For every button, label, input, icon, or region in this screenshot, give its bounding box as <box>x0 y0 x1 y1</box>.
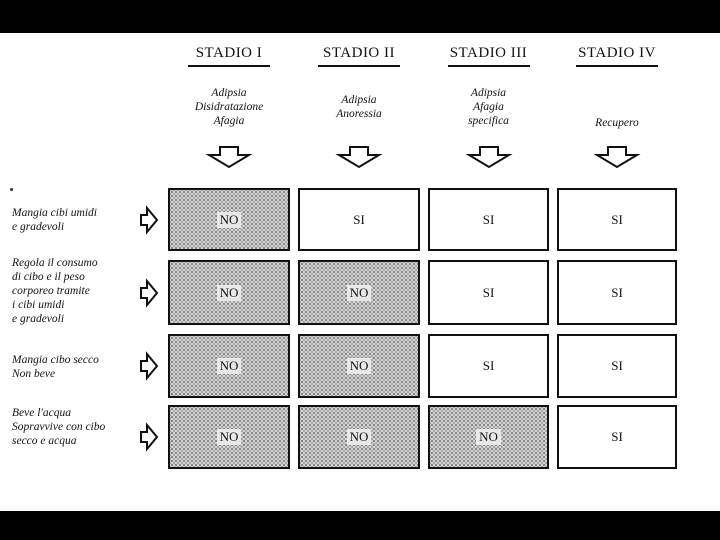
stage-cell <box>298 260 420 325</box>
cell-value: SI <box>608 212 626 228</box>
stage-description-line: Recupero <box>595 117 639 129</box>
row-label-line: Sopravvive con cibo <box>12 421 106 433</box>
cell-value: NO <box>217 285 242 301</box>
stage-title: STADIO I <box>195 45 263 61</box>
stage-cell <box>168 405 290 469</box>
stage-cell <box>428 405 549 469</box>
stage-cell <box>428 188 549 251</box>
stage-cell <box>298 405 420 469</box>
stage-description-line: Adipsia <box>211 87 247 99</box>
stage-description-2 <box>298 93 420 121</box>
stage-header-3 <box>428 45 549 67</box>
stage-description-line: Adipsia <box>341 94 377 106</box>
cell-value: SI <box>480 285 498 301</box>
stage-title-underline <box>576 65 658 67</box>
right-arrow-icon <box>139 206 159 234</box>
stage-title: STADIO II <box>322 45 396 61</box>
stage-header-4 <box>557 45 677 67</box>
row-label-2 <box>12 256 140 326</box>
stage-description-line: Disidratazione <box>194 101 264 113</box>
stage-title-underline <box>188 65 270 67</box>
stage-description-line: Afagia <box>213 115 245 127</box>
cell-value: NO <box>347 285 372 301</box>
stage-cell <box>298 334 420 398</box>
stage-cell <box>557 188 677 251</box>
stage-cell <box>428 260 549 325</box>
cell-value: SI <box>480 358 498 374</box>
cell-value: NO <box>347 429 372 445</box>
right-arrow-icon <box>139 423 159 451</box>
stage-cell <box>168 334 290 398</box>
stage-description-line: Adipsia <box>470 87 507 99</box>
right-arrow-icon <box>139 279 159 307</box>
stage-title-underline <box>448 65 530 67</box>
stage-cell <box>168 188 290 251</box>
down-arrow-icon <box>593 145 641 169</box>
slide <box>0 33 720 511</box>
row-label-line: Regola il consumo <box>12 257 98 269</box>
stage-description-line: specifica <box>468 115 509 127</box>
row-label-line: Mangia cibo secco <box>12 354 99 366</box>
cell-value: NO <box>217 429 242 445</box>
row-label-line: Beve l'acqua <box>12 407 71 419</box>
stage-cell <box>168 260 290 325</box>
cell-value: SI <box>480 212 498 228</box>
row-label-line: corporeo tramite <box>12 285 90 297</box>
row-label-1 <box>12 206 140 234</box>
stage-header-2 <box>298 45 420 67</box>
cell-value: SI <box>350 212 368 228</box>
down-arrow-icon <box>335 145 383 169</box>
stage-title: STADIO III <box>449 45 528 61</box>
stage-title: STADIO IV <box>578 45 656 61</box>
down-arrow-icon <box>205 145 253 169</box>
stage-cell <box>557 260 677 325</box>
stage-description-3 <box>428 86 549 128</box>
row-label-3 <box>12 353 140 381</box>
row-label-4 <box>12 406 140 448</box>
row-label-line: e gradevoli <box>12 221 65 233</box>
cell-value: NO <box>476 429 501 445</box>
cell-value: SI <box>608 358 626 374</box>
cell-value: NO <box>347 358 372 374</box>
cell-value: SI <box>608 285 626 301</box>
row-label-line: di cibo e il peso <box>12 271 85 283</box>
row-label-line: e gradevoli <box>12 313 65 325</box>
row-label-line: Mangia cibi umidi <box>12 207 97 219</box>
row-label-line: i cibi umidi <box>12 299 65 311</box>
row-label-line: secco e acqua <box>12 435 77 447</box>
right-arrow-icon <box>139 352 159 380</box>
margin-dot <box>10 188 13 191</box>
cell-value: NO <box>217 212 242 228</box>
cell-value: SI <box>608 429 626 445</box>
stage-cell <box>557 334 677 398</box>
stage-description-line: Anoressia <box>336 108 382 120</box>
stage-header-1 <box>168 45 290 67</box>
stage-title-underline <box>318 65 400 67</box>
stage-cell <box>557 405 677 469</box>
row-label-line: Non beve <box>12 368 56 380</box>
stage-description-line: Afagia <box>473 101 504 113</box>
stage-description-4 <box>557 116 677 130</box>
stage-cell <box>298 188 420 251</box>
cell-value: NO <box>217 358 242 374</box>
down-arrow-icon <box>465 145 513 169</box>
stage-cell <box>428 334 549 398</box>
stage-description-1 <box>168 86 290 128</box>
